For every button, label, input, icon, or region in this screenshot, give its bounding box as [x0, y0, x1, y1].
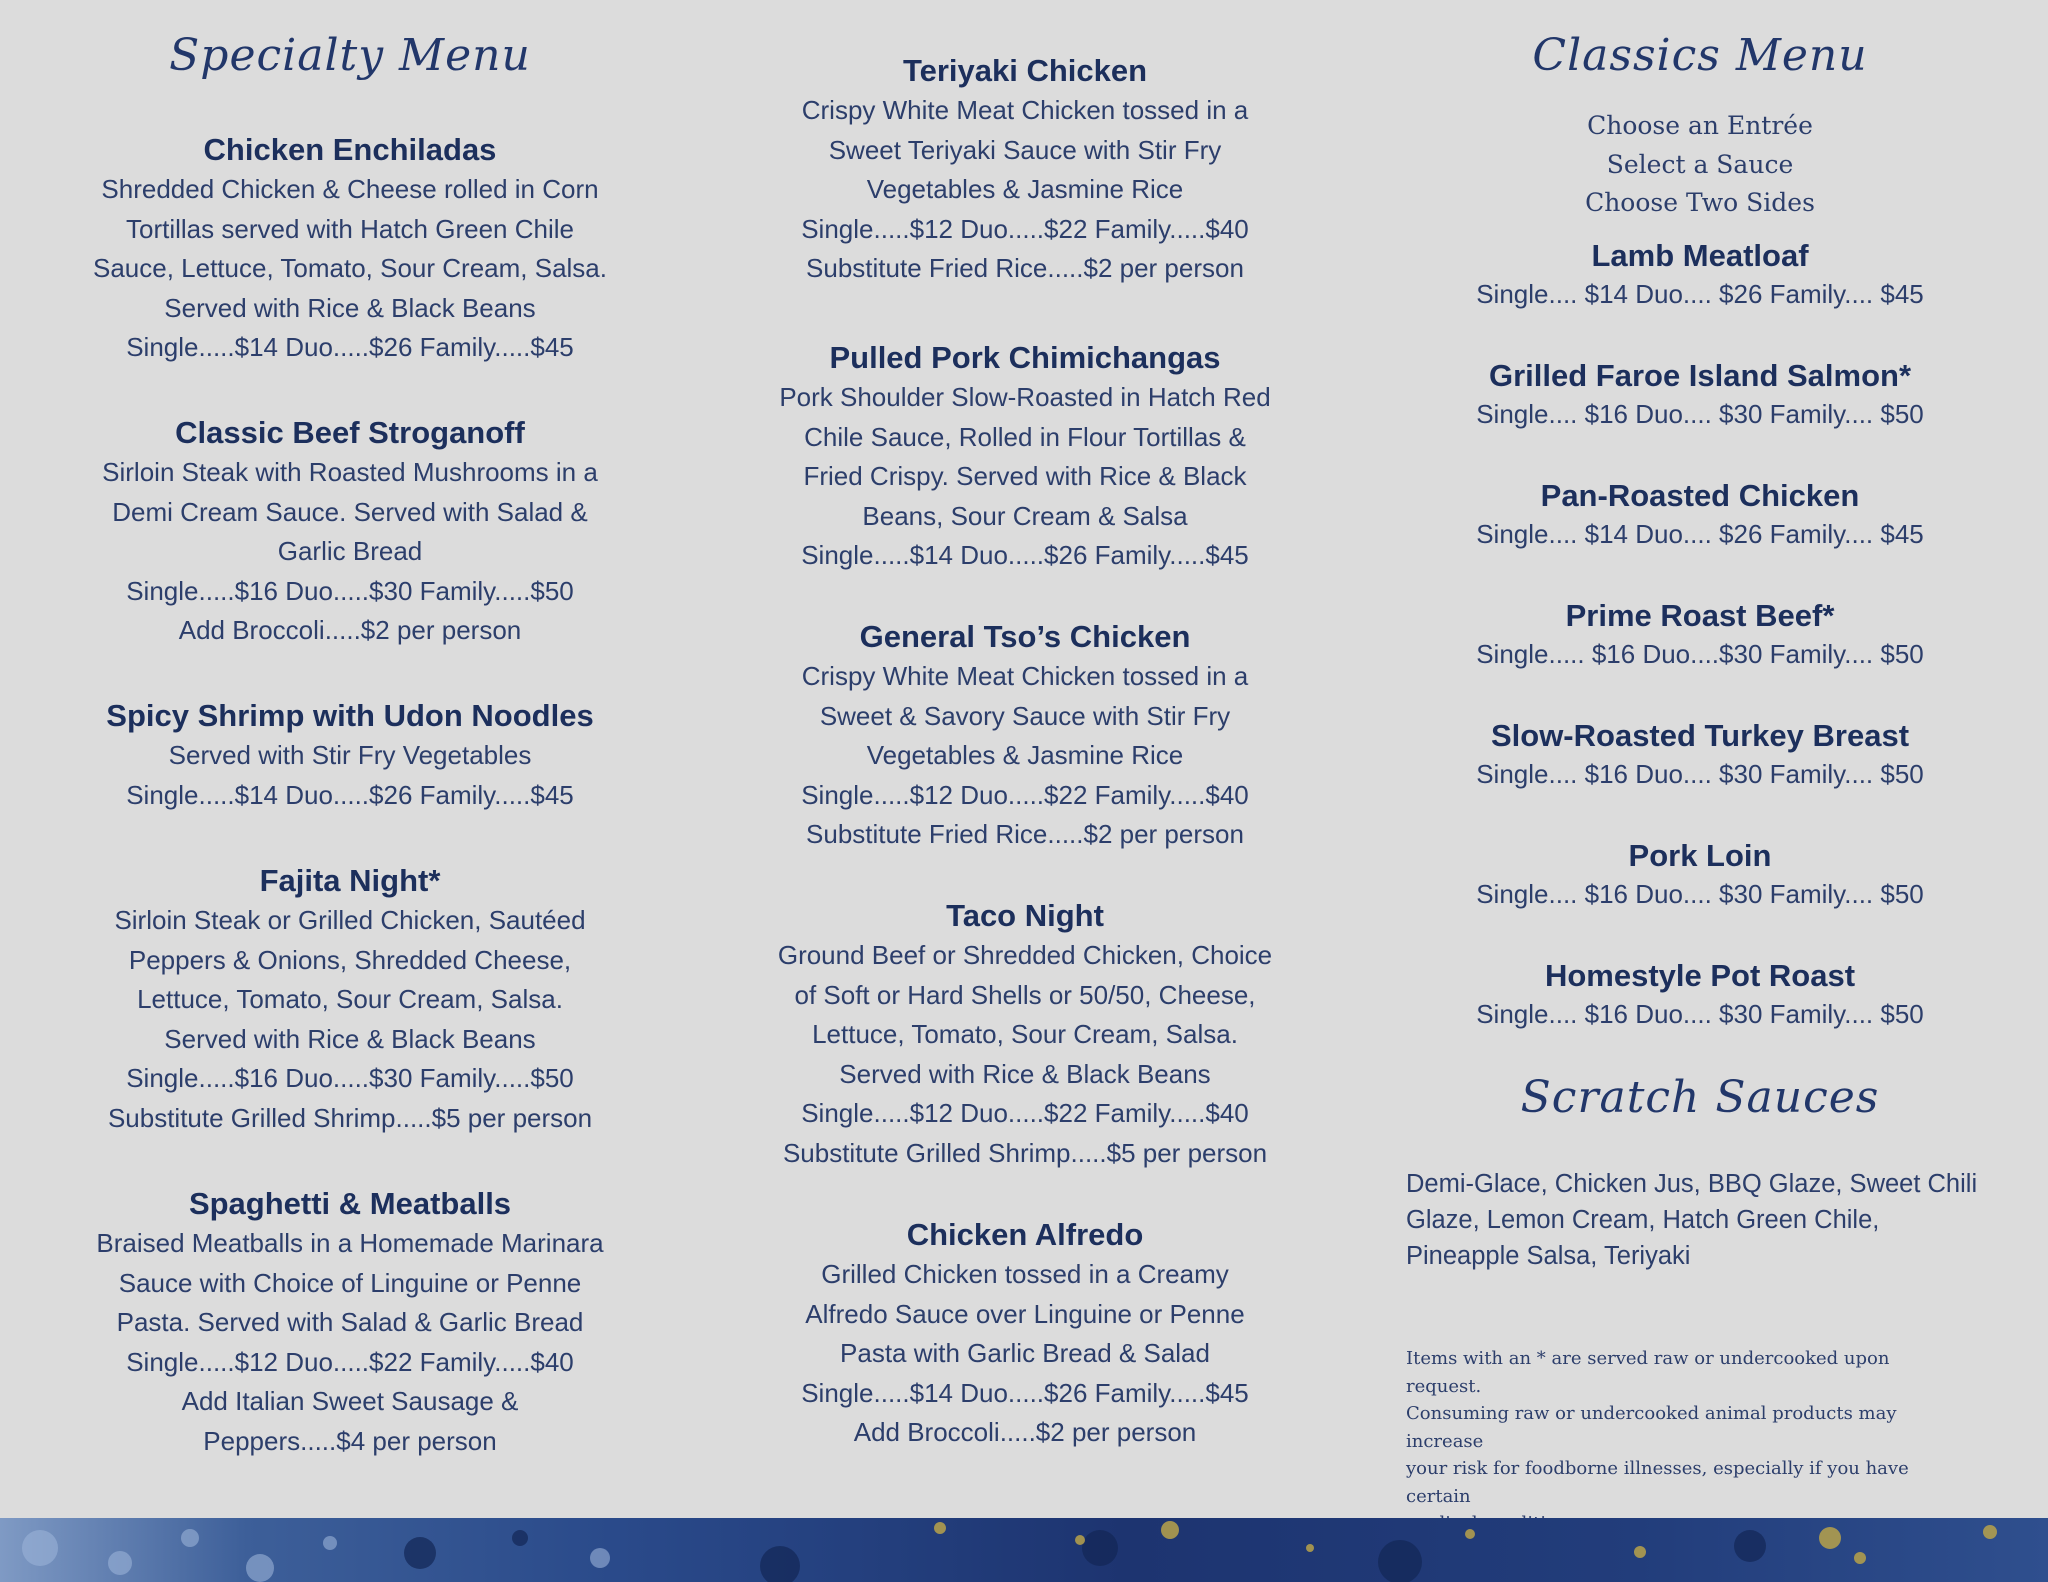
item-price: Single.....$12 Duo.....$22 Family.....$40: [801, 779, 1249, 810]
item-price: Single.....$12 Duo.....$22 Family.....$40: [126, 1346, 574, 1377]
item-name: Pulled Pork Chimichangas: [829, 340, 1221, 375]
item-line: Vegetables & Jasmine Rice: [866, 174, 1184, 204]
item-addon: Substitute Grilled Shrimp.....$5 per person: [782, 1137, 1268, 1168]
watercolor-footer-band: [0, 1518, 2048, 1582]
menu-item-chicken-enchiladas: [40, 130, 660, 368]
item-line: Sirloin Steak or Grilled Chicken, Sautéed: [114, 905, 586, 935]
item-price: Single.....$12 Duo.....$22 Family.....$40: [801, 1098, 1249, 1128]
item-line: Crispy White Meat Chicken tossed in a: [801, 661, 1249, 691]
sauces-line: Pineapple Salsa, Teriyaki: [1406, 1242, 1691, 1270]
item-price: Single.... $14 Duo.... $26 Family.... $45: [1476, 279, 1924, 309]
item-addon: Peppers.....$4 per person: [203, 1425, 497, 1456]
item-line: Alfredo Sauce over Linguine or Penne: [805, 1298, 1245, 1329]
item-name: Teriyaki Chicken: [902, 53, 1148, 88]
item-name: Pan-Roasted Chicken: [1540, 478, 1860, 513]
item-name: Grilled Faroe Island Salmon*: [1488, 358, 1912, 393]
item-line: Served with Stir Fry Vegetables: [168, 740, 532, 770]
item-name: General Tso’s Chicken: [859, 619, 1191, 654]
item-line: Pasta. Served with Salad & Garlic Bread: [116, 1307, 584, 1337]
item-name: Fajita Night*: [259, 863, 441, 898]
item-line: Fried Crispy. Served with Rice & Black: [803, 461, 1247, 491]
menu-item-chicken-alfredo: [700, 1215, 1350, 1453]
item-price: Single.....$12 Duo.....$22 Family.....$40: [801, 213, 1249, 244]
item-addon: Substitute Fried Rice.....$2 per person: [806, 253, 1244, 283]
item-line: Ground Beef or Shredded Chicken, Choice: [777, 940, 1273, 970]
classic-item-pot-roast: [1390, 956, 2010, 1032]
item-name: Classic Beef Stroganoff: [175, 415, 525, 450]
item-price: Single.....$14 Duo.....$26 Family.....$45: [126, 332, 574, 362]
item-name: Lamb Meatloaf: [1591, 238, 1809, 273]
item-price: Single.....$14 Duo.....$26 Family.....$45: [801, 1377, 1249, 1408]
scratch-sauces-title: Scratch Sauces: [1520, 1072, 1880, 1123]
item-line: Pasta with Garlic Bread & Salad: [840, 1338, 1210, 1368]
item-name: Prime Roast Beef*: [1565, 598, 1835, 633]
item-addon: Substitute Grilled Shrimp.....$5 per person: [107, 1102, 593, 1133]
item-price: Single.....$14 Duo.....$26 Family.....$45: [126, 779, 574, 810]
item-line: Chile Sauce, Rolled in Flour Tortillas &: [804, 421, 1246, 452]
item-line: Vegetables & Jasmine Rice: [866, 740, 1184, 770]
raw-food-disclaimer: [1406, 1345, 1966, 1538]
menu-item-beef-stroganoff: [40, 413, 660, 651]
classic-item-pan-roasted-chicken: [1390, 476, 2010, 552]
specialty-menu-title: Specialty Menu: [169, 30, 531, 81]
menu-item-pulled-pork-chimichangas: [700, 338, 1350, 576]
item-line: Served with Rice & Black Beans: [164, 292, 536, 323]
specialty-menu-title-block: [40, 30, 660, 81]
sauces-line: Glaze, Lemon Cream, Hatch Green Chile,: [1406, 1206, 1880, 1234]
item-line: Pork Shoulder Slow-Roasted in Hatch Red: [779, 382, 1271, 412]
item-line: Garlic Bread: [277, 536, 423, 566]
item-line: Crispy White Meat Chicken tossed in a: [801, 95, 1249, 125]
item-price: Single.... $16 Duo.... $30 Family.... $50: [1476, 999, 1924, 1029]
item-name: Chicken Enchiladas: [203, 132, 497, 167]
menu-item-teriyaki-chicken: [700, 51, 1350, 289]
sauces-line: Demi-Glace, Chicken Jus, BBQ Glaze, Sweet Chili: [1406, 1170, 1978, 1198]
scratch-sauces-title-block: [1390, 1072, 2010, 1123]
disclaimer-line: your risk for foodborne illnesses, especially if you have certain: [1406, 1458, 1909, 1507]
classic-item-prime-roast-beef: [1390, 596, 2010, 672]
item-name: Pork Loin: [1628, 838, 1772, 873]
item-line: of Soft or Hard Shells or 50/50, Cheese,: [794, 979, 1256, 1010]
item-line: Sweet & Savory Sauce with Stir Fry: [819, 700, 1231, 731]
item-line: Tortillas served with Hatch Green Chile: [126, 213, 574, 244]
item-name: Spaghetti & Meatballs: [188, 1186, 512, 1221]
menu-item-spicy-shrimp: [40, 696, 660, 815]
item-name: Chicken Alfredo: [906, 1217, 1144, 1252]
classics-menu-title-block: [1390, 30, 2010, 81]
item-name: Slow-Roasted Turkey Breast: [1490, 718, 1910, 753]
step-sides: Choose Two Sides: [1585, 188, 1815, 217]
item-line: Beans, Sour Cream & Salsa: [862, 500, 1188, 531]
classic-item-lamb-meatloaf: [1390, 236, 2010, 312]
item-line: Lettuce, Tomato, Sour Cream, Salsa.: [812, 1019, 1238, 1049]
menu-item-general-tsos-chicken: [700, 617, 1350, 855]
item-line: Sweet Teriyaki Sauce with Stir Fry: [828, 134, 1222, 165]
menu-item-taco-night: [700, 896, 1350, 1173]
disclaimer-line: Items with an * are served raw or undercooked upon request.: [1406, 1348, 1890, 1397]
step-entree: Choose an Entrée: [1587, 111, 1813, 140]
classics-menu-title: Classics Menu: [1532, 30, 1868, 81]
item-line: Served with Rice & Black Beans: [839, 1058, 1211, 1089]
classic-item-turkey-breast: [1390, 716, 2010, 792]
item-addon: Add Broccoli.....$2 per person: [178, 615, 522, 645]
classics-steps: [1390, 107, 2010, 223]
scratch-sauces-list: [1406, 1166, 2006, 1274]
menu-item-spaghetti-meatballs: [40, 1184, 660, 1461]
item-name: Homestyle Pot Roast: [1544, 958, 1856, 993]
item-line: Sauce with Choice of Linguine or Penne: [118, 1267, 582, 1298]
item-line: Peppers & Onions, Shredded Cheese,: [128, 944, 572, 975]
item-line: Demi Cream Sauce. Served with Salad &: [112, 496, 588, 527]
item-line: Grilled Chicken tossed in a Creamy: [821, 1259, 1229, 1289]
item-price: Single.... $16 Duo.... $30 Family.... $50: [1476, 759, 1924, 789]
item-price: Single.....$16 Duo.....$30 Family.....$50: [126, 575, 574, 606]
item-line: Served with Rice & Black Beans: [164, 1023, 536, 1054]
item-price: Single.....$14 Duo.....$26 Family.....$45: [801, 540, 1249, 570]
item-line: Sauce, Lettuce, Tomato, Sour Cream, Salsa.: [92, 253, 607, 283]
item-addon: Substitute Fried Rice.....$2 per person: [806, 819, 1244, 849]
classic-item-pork-loin: [1390, 836, 2010, 912]
item-addon: Add Italian Sweet Sausage &: [181, 1386, 519, 1416]
menu-item-fajita-night: [40, 861, 660, 1138]
step-sauce: Select a Sauce: [1606, 149, 1794, 179]
item-price: Single.... $14 Duo.... $26 Family.... $45: [1476, 519, 1924, 549]
item-line: Shredded Chicken & Cheese rolled in Corn: [101, 174, 599, 204]
item-price: Single..... $16 Duo....$30 Family.... $50: [1476, 639, 1924, 669]
item-price: Single.... $16 Duo.... $30 Family.... $50: [1476, 399, 1924, 429]
classic-item-salmon: [1390, 356, 2010, 432]
item-name: Spicy Shrimp with Udon Noodles: [106, 698, 594, 733]
item-price: Single.... $16 Duo.... $30 Family.... $50: [1476, 879, 1924, 909]
item-line: Lettuce, Tomato, Sour Cream, Salsa.: [137, 984, 563, 1014]
item-line: Braised Meatballs in a Homemade Marinara: [96, 1228, 604, 1258]
item-line: Sirloin Steak with Roasted Mushrooms in a: [102, 457, 598, 487]
item-name: Taco Night: [946, 898, 1104, 933]
item-price: Single.....$16 Duo.....$30 Family.....$50: [126, 1063, 574, 1093]
item-addon: Add Broccoli.....$2 per person: [853, 1417, 1197, 1447]
disclaimer-line: Consuming raw or undercooked animal products may increase: [1406, 1403, 1897, 1452]
